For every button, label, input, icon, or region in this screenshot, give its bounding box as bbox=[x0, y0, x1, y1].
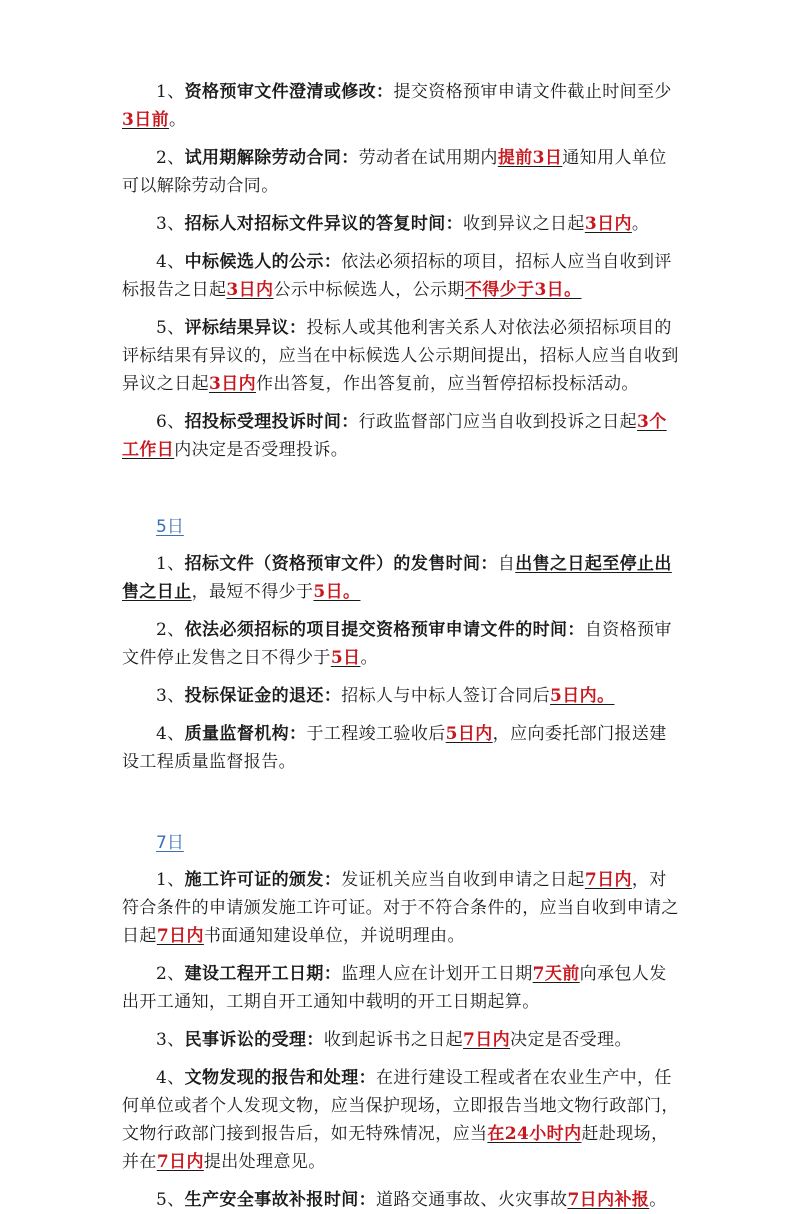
list-item: 1、资格预审文件澄清或修改：提交资格预审申请文件截止时间至少3日前。 bbox=[122, 82, 672, 130]
list-item: 6、招投标受理投诉时间：行政监督部门应当自收到投诉之日起3个工作日内决定是否受理投诉。 bbox=[122, 412, 667, 460]
list-item: 5、评标结果异议：投标人或其他利害关系人对依法必须招标项目的评标结果有异议的，应当在中标候选人公示期间提出，招标人应当自收到异议之日起3日内作出答复，作出答复前，应当暂停招标投标活动。 bbox=[122, 318, 679, 394]
list-item: 3、招标人对招标文件异议的答复时间：收到异议之日起3日内。 bbox=[156, 214, 650, 234]
list-item: 4、质量监督机构：于工程竣工验收后5日内，应向委托部门报送建设工程质量监督报告。 bbox=[122, 724, 667, 772]
list-item: 4、文物发现的报告和处理：在进行建设工程或者在农业生产中，任何单位或者个人发现文物，应当保护现场，立即报告当地文物行政部门，文物行政部门接到报告后，如无特殊情况，应当在24小时内赶赴现场，并在7日内提出处理意见。 bbox=[122, 1068, 679, 1172]
list-item: 2、依法必须招标的项目提交资格预审申请文件的时间：自资格预审文件停止发售之日不得少于5日。 bbox=[122, 620, 672, 668]
list-item: 2、建设工程开工日期：监理人应在计划开工日期7天前向承包人发出开工通知，工期自开工通知中载明的开工日期起算。 bbox=[122, 964, 667, 1012]
section-heading-7-days: 7日 bbox=[156, 833, 184, 853]
list-item: 3、民事诉讼的受理：收到起诉书之日起7日内决定是否受理。 bbox=[156, 1030, 632, 1050]
list-item: 4、中标候选人的公示：依法必须招标的项目，招标人应当自收到评标报告之日起3日内公示中标候选人，公示期不得少于3日。 bbox=[122, 252, 672, 300]
section-heading-5-days: 5日 bbox=[156, 517, 184, 537]
list-item: 3、投标保证金的退还：招标人与中标人签订合同后5日内。 bbox=[156, 686, 615, 706]
list-item: 1、招标文件（资格预审文件）的发售时间：自出售之日起至停止出售之日止，最短不得少于5日。 bbox=[122, 554, 672, 602]
list-item: 5、生产安全事故补报时间：道路交通事故、火灾事故7日内补报。 bbox=[156, 1190, 667, 1210]
list-item: 2、试用期解除劳动合同：劳动者在试用期内提前3日通知用人单位可以解除劳动合同。 bbox=[122, 148, 667, 196]
list-item: 1、施工许可证的颁发：发证机关应当自收到申请之日起7日内，对符合条件的申请颁发施工许可证。对于不符合条件的，应当自收到申请之日起7日内书面通知建设单位，并说明理由。 bbox=[122, 870, 679, 946]
